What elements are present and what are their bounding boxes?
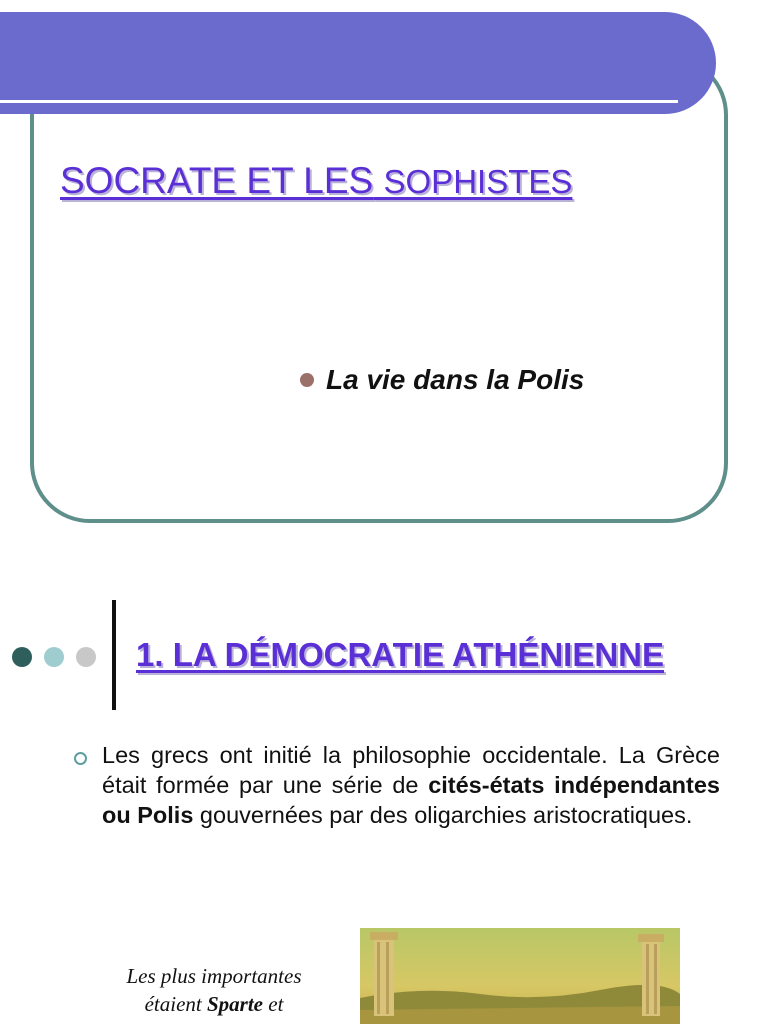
section-heading: 1. LA DÉMOCRATIE ATHÉNIENNE	[136, 636, 665, 673]
dot-dark-icon	[12, 647, 32, 667]
caption-bold: Sparte	[206, 992, 263, 1016]
bullet-ring-icon	[74, 752, 87, 765]
caption-line-1: Les plus importantes	[126, 964, 302, 988]
banner-divider	[0, 100, 678, 103]
slide-title	[60, 160, 720, 202]
image-caption	[96, 962, 332, 1018]
caption-text-3: et	[268, 992, 284, 1016]
slide-dots	[12, 647, 96, 667]
body-paragraph	[102, 740, 720, 830]
para-text-1: Les grecs ont initié la philosophie occidentale. La Grèce était formée par une série de	[102, 742, 720, 798]
dot-gray-icon	[76, 647, 96, 667]
ruins-image	[360, 928, 680, 1024]
header-banner	[0, 12, 716, 114]
slide-frame	[30, 55, 728, 523]
vertical-divider	[112, 600, 116, 710]
subtitle-text: La vie dans la Polis	[326, 364, 585, 395]
ruins-photo	[360, 928, 680, 1024]
title-small: SOPHISTES	[383, 163, 573, 200]
caption-text-2: étaient	[144, 992, 202, 1016]
dot-light-icon	[44, 647, 64, 667]
subtitle-bullet	[300, 364, 584, 396]
bullet-dot-icon	[300, 373, 314, 387]
para-text-2: gouvernées par des oligarchies aristocratiques.	[193, 802, 693, 828]
title-main: SOCRATE ET LES	[60, 160, 374, 201]
para-bold: cités-états indépendantes ou Polis	[102, 772, 720, 828]
